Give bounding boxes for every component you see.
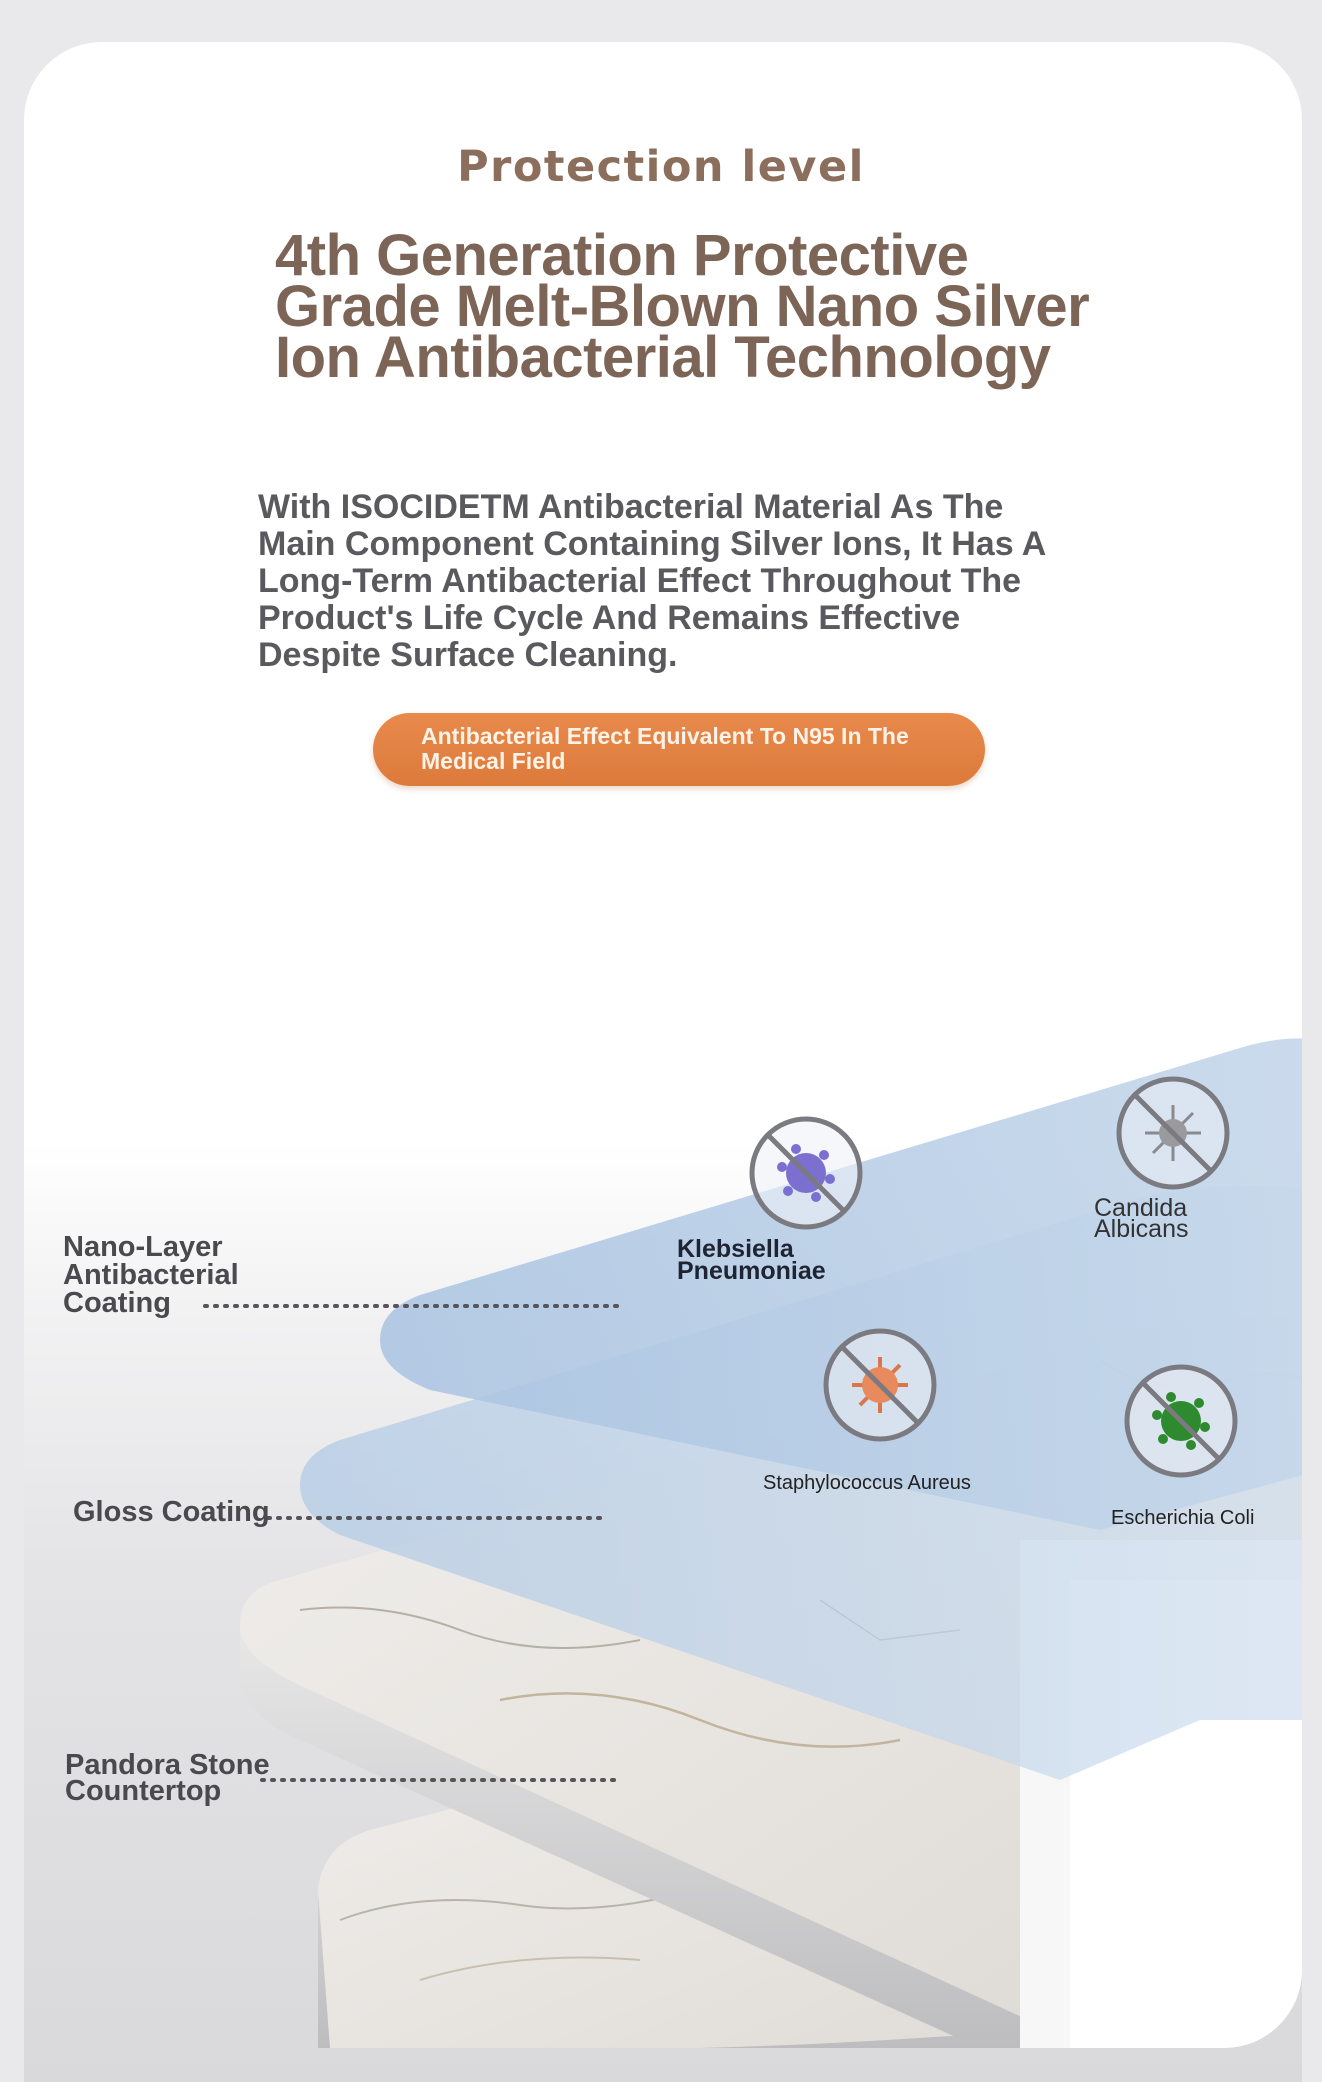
blocked-orange-virus-icon bbox=[826, 1331, 934, 1439]
germ-label-klebsiella bbox=[677, 1235, 826, 1285]
headline-line: 4th Generation Protective bbox=[275, 223, 969, 288]
germ-label-line: Albicans bbox=[1094, 1215, 1189, 1243]
section-eyebrow: Protection level bbox=[457, 142, 865, 192]
badge-text bbox=[421, 724, 961, 774]
description-line: Product's Life Cycle And Remains Effective bbox=[258, 599, 961, 637]
germ-label-line: Klebsiella bbox=[677, 1235, 794, 1263]
description-paragraph bbox=[258, 489, 1098, 674]
description-line: Despite Surface Cleaning. bbox=[258, 636, 678, 674]
germ-label-staphylococcus: Staphylococcus Aureus bbox=[763, 1472, 971, 1494]
badge-line: Antibacterial Effect Equivalent To N95 In The bbox=[421, 723, 909, 749]
headline-line: Ion Antibacterial Technology bbox=[275, 325, 1051, 390]
description-line: With ISOCIDETM Antibacterial Material As The bbox=[258, 488, 1004, 526]
layer-label-gloss: Gloss Coating bbox=[73, 1496, 270, 1528]
germ-label-line: Candida bbox=[1094, 1194, 1188, 1222]
germ-label-candida bbox=[1094, 1194, 1189, 1243]
layer-label-line: Antibacterial bbox=[63, 1259, 239, 1291]
layer-label-stone bbox=[65, 1749, 270, 1807]
layer-label-nano bbox=[63, 1233, 239, 1317]
blocked-green-bacteria-icon bbox=[1127, 1367, 1235, 1475]
description-line: Long-Term Antibacterial Effect Throughout The bbox=[258, 562, 1022, 600]
badge-line: Medical Field bbox=[421, 748, 566, 774]
layer-label-line: Coating bbox=[63, 1287, 171, 1319]
page-headline bbox=[275, 223, 1115, 390]
layer-label-line: Countertop bbox=[65, 1775, 222, 1807]
layer-label-line: Nano-Layer bbox=[63, 1231, 223, 1263]
n95-equivalence-badge bbox=[373, 713, 985, 786]
blocked-purple-bacteria-icon bbox=[752, 1119, 860, 1227]
germ-label-ecoli: Escherichia Coli bbox=[1111, 1507, 1255, 1529]
blocked-gray-virus-icon bbox=[1119, 1079, 1227, 1187]
germ-label-line: Pneumoniae bbox=[677, 1257, 826, 1285]
layer-label-line: Pandora Stone bbox=[65, 1749, 270, 1781]
headline-line: Grade Melt-Blown Nano Silver bbox=[275, 274, 1090, 339]
description-line: Main Component Containing Silver Ions, It Has A bbox=[258, 525, 1047, 563]
